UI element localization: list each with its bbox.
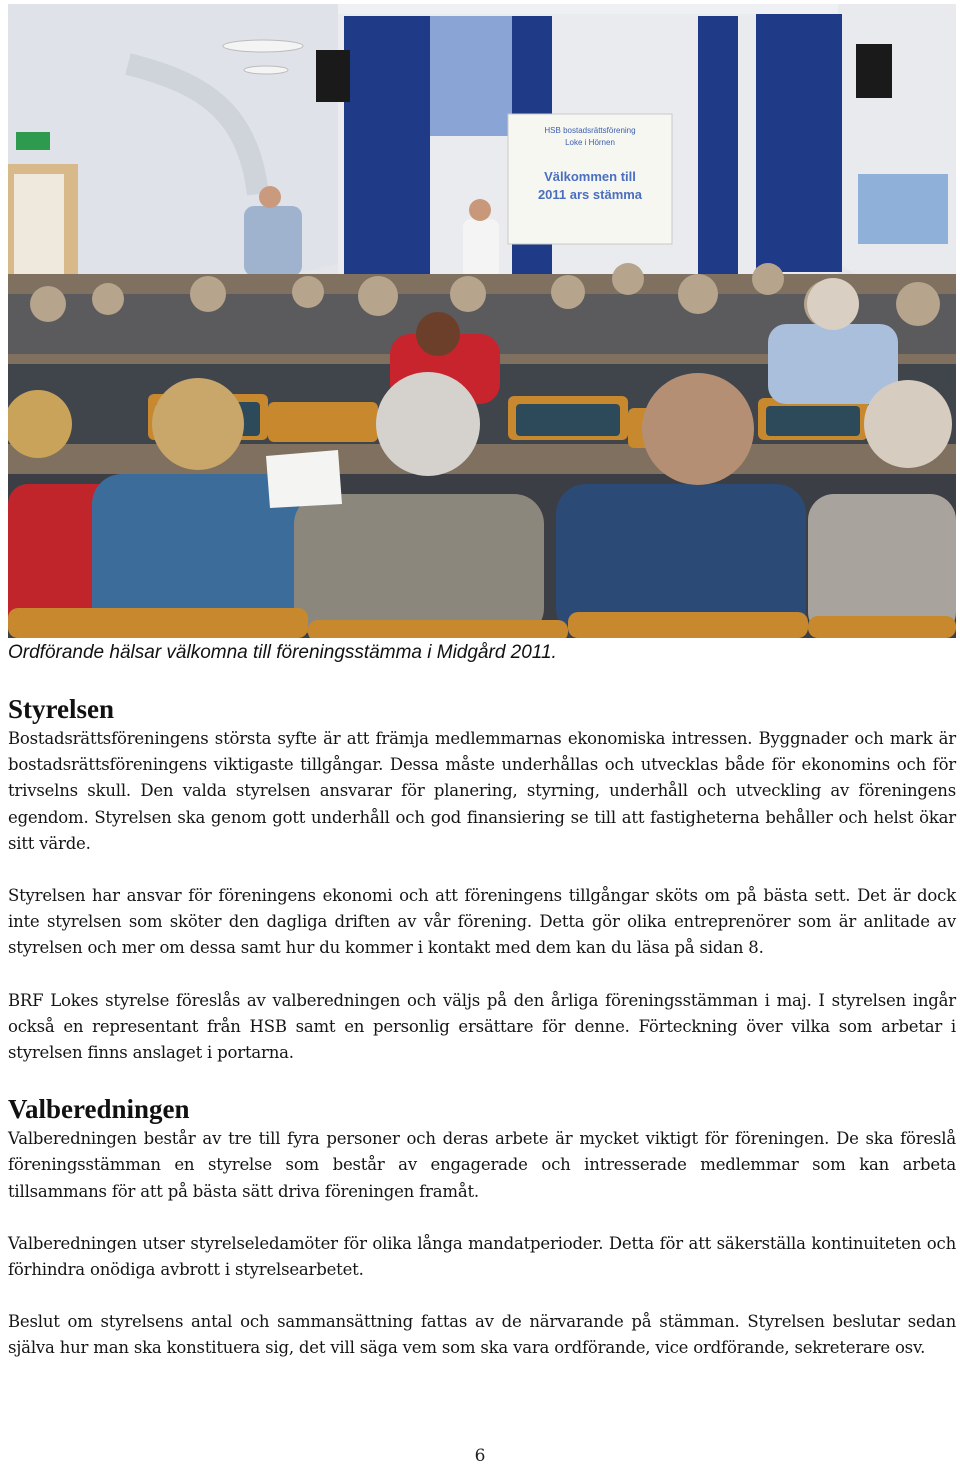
page-body (8, 692, 956, 1388)
projector-line-3: Välkommen till (544, 169, 636, 184)
paragraph: Valberedningen består av tre till fyra personer och deras arbete är mycket viktigt för föreningen. De ska föreslå föreningsstämman en styrelse som består av engagerade och intresserade medlemmar som kan arbeta tillsammans för att på bästa sätt driva föreningen framåt. (8, 1129, 956, 1201)
projector-line-2: Loke i Hörnen (565, 138, 615, 147)
paragraph: Bostadsrättsföreningens största syfte är att främja medlemmarnas ekonomiska intressen. Byggnader och mark är bostadsrättsföreningens viktigaste tillgångar. Dessa måste underhållas och utvecklas både för ekonomins och för trivselns skull. Den valda styrelsen ansvarar för planering, styrning, underhåll och utveckling av föreningens egendom. Styrelsen ska genom gott underhåll och god finansiering se till att fastigheterna behåller och helst ökar sitt värde. (8, 729, 956, 853)
section-styrelsen (8, 692, 956, 1066)
paragraph: Styrelsen har ansvar för föreningens ekonomi och att föreningens tillgångar sköts om på bästa sett. Det är dock inte styrelsen som sköter den dagliga driften av vår förening. Detta gör olika entreprenörer som är anlitade av styrelsen och mer om dessa samt hur du kommer i kontakt med dem kan du läsa på sidan 8. (8, 886, 956, 958)
section-heading: Styrelsen (8, 694, 114, 724)
curtain-left (344, 16, 430, 274)
meeting-photo (8, 4, 956, 638)
section-heading: Valberedningen (8, 1094, 190, 1125)
photo-caption: Ordförande hälsar välkomna till föreningsstämma i Midgård 2011. (8, 642, 557, 663)
meeting-photo-illustration (8, 4, 956, 638)
section-valberedningen (8, 1092, 956, 1361)
projector-line-4: 2011 ars stämma (537, 187, 643, 202)
paragraph: BRF Lokes styrelse föreslås av valberedningen och väljs på den årliga föreningsstämman i maj. I styrelsen ingår också en representant från HSB samt en personlig ersättare för denne. Förteckning över vilka som arbetar i styrelsen finns anslaget i portarna. (8, 990, 956, 1063)
paragraph: Beslut om styrelsens antal och sammansättning fattas av de närvarande på stämman. Styrelsen beslutar sedan själva hur man ska konstituera sig, det vill säga vem som ska vara ordförande, vice ordförande, sekreterare osv. (8, 1312, 956, 1358)
paragraph: Valberedningen utser styrelseledamöter för olika långa mandatperioder. Detta för att säkerställa kontinuiteten och förhindra onödiga avbrott i styrelsearbetet. (8, 1233, 956, 1280)
page-number: 6 (474, 1446, 486, 1466)
projector-line-1: HSB bostadsrättsförening (544, 126, 636, 135)
